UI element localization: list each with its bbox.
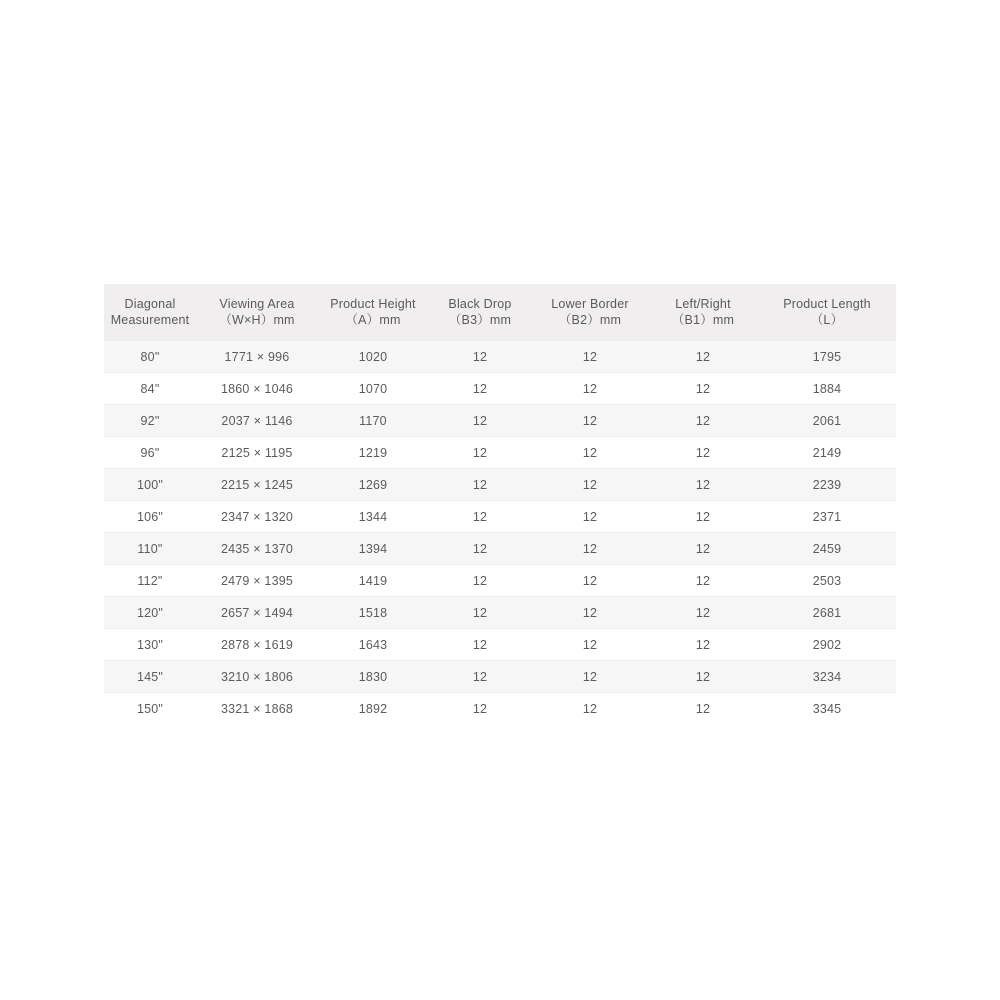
cell-left-right: 12: [648, 661, 758, 693]
header-row: [104, 284, 896, 341]
column-header-product-length: [758, 284, 896, 341]
table-row: [104, 437, 896, 469]
table-row: [104, 533, 896, 565]
cell-left-right: 12: [648, 405, 758, 437]
cell-product-length: 2459: [758, 533, 896, 565]
cell-black-drop: 12: [428, 533, 532, 565]
cell-product-height: 1219: [318, 437, 428, 469]
cell-diagonal-measurement: 112": [104, 565, 196, 597]
spec-table-container: [104, 284, 896, 724]
cell-diagonal-measurement: 110": [104, 533, 196, 565]
table-row: [104, 693, 896, 725]
column-header-line1: Left/Right: [675, 297, 731, 311]
cell-product-length: 2149: [758, 437, 896, 469]
cell-lower-border: 12: [532, 597, 648, 629]
cell-lower-border: 12: [532, 437, 648, 469]
cell-product-length: 2371: [758, 501, 896, 533]
cell-diagonal-measurement: 96": [104, 437, 196, 469]
cell-viewing-area: 2125 × 1195: [196, 437, 318, 469]
cell-diagonal-measurement: 145": [104, 661, 196, 693]
cell-viewing-area: 3210 × 1806: [196, 661, 318, 693]
cell-left-right: 12: [648, 373, 758, 405]
cell-product-length: 3345: [758, 693, 896, 725]
cell-product-height: 1070: [318, 373, 428, 405]
cell-lower-border: 12: [532, 373, 648, 405]
cell-left-right: 12: [648, 437, 758, 469]
cell-left-right: 12: [648, 341, 758, 373]
cell-left-right: 12: [648, 597, 758, 629]
column-header-product-height: [318, 284, 428, 341]
column-header-diagonal-measurement: [104, 284, 196, 341]
table-row: [104, 373, 896, 405]
cell-diagonal-measurement: 106": [104, 501, 196, 533]
column-header-line2: （A）mm: [345, 313, 401, 327]
cell-product-height: 1170: [318, 405, 428, 437]
cell-lower-border: 12: [532, 405, 648, 437]
table-row: [104, 661, 896, 693]
cell-left-right: 12: [648, 693, 758, 725]
cell-black-drop: 12: [428, 373, 532, 405]
cell-viewing-area: 1771 × 996: [196, 341, 318, 373]
table-row: [104, 597, 896, 629]
column-header-line1: Product Height: [330, 297, 416, 311]
cell-diagonal-measurement: 120": [104, 597, 196, 629]
column-header-line2: Measurement: [110, 313, 190, 327]
cell-product-length: 3234: [758, 661, 896, 693]
cell-lower-border: 12: [532, 629, 648, 661]
table-row: [104, 565, 896, 597]
cell-product-length: 2061: [758, 405, 896, 437]
cell-lower-border: 12: [532, 565, 648, 597]
table-row: [104, 469, 896, 501]
cell-lower-border: 12: [532, 693, 648, 725]
cell-black-drop: 12: [428, 565, 532, 597]
cell-left-right: 12: [648, 533, 758, 565]
cell-diagonal-measurement: 130": [104, 629, 196, 661]
cell-black-drop: 12: [428, 469, 532, 501]
cell-product-length: 2239: [758, 469, 896, 501]
specification-table: [104, 284, 896, 724]
cell-lower-border: 12: [532, 501, 648, 533]
cell-product-length: 2681: [758, 597, 896, 629]
cell-product-height: 1344: [318, 501, 428, 533]
table-row: [104, 629, 896, 661]
cell-diagonal-measurement: 92": [104, 405, 196, 437]
column-header-line1: Lower Border: [551, 297, 629, 311]
table-row: [104, 405, 896, 437]
column-header-line2: （B1）mm: [671, 313, 735, 327]
cell-black-drop: 12: [428, 629, 532, 661]
cell-diagonal-measurement: 100": [104, 469, 196, 501]
cell-lower-border: 12: [532, 533, 648, 565]
cell-black-drop: 12: [428, 405, 532, 437]
table-row: [104, 341, 896, 373]
cell-product-height: 1518: [318, 597, 428, 629]
column-header-line1: Black Drop: [448, 297, 512, 311]
cell-viewing-area: 1860 × 1046: [196, 373, 318, 405]
cell-diagonal-measurement: 80": [104, 341, 196, 373]
column-header-lower-border: [532, 284, 648, 341]
cell-lower-border: 12: [532, 469, 648, 501]
cell-viewing-area: 2435 × 1370: [196, 533, 318, 565]
cell-left-right: 12: [648, 565, 758, 597]
cell-product-height: 1020: [318, 341, 428, 373]
cell-product-height: 1269: [318, 469, 428, 501]
cell-product-length: 2902: [758, 629, 896, 661]
table-body: [104, 341, 896, 724]
cell-diagonal-measurement: 150": [104, 693, 196, 725]
cell-black-drop: 12: [428, 661, 532, 693]
cell-left-right: 12: [648, 629, 758, 661]
cell-viewing-area: 2657 × 1494: [196, 597, 318, 629]
cell-viewing-area: 2479 × 1395: [196, 565, 318, 597]
cell-black-drop: 12: [428, 341, 532, 373]
cell-lower-border: 12: [532, 341, 648, 373]
column-header-line2: （B2）mm: [558, 313, 622, 327]
cell-product-height: 1419: [318, 565, 428, 597]
column-header-line2: （L）: [810, 313, 844, 327]
column-header-line2: （B3）mm: [448, 313, 512, 327]
column-header-left-right: [648, 284, 758, 341]
column-header-black-drop: [428, 284, 532, 341]
cell-product-length: 2503: [758, 565, 896, 597]
cell-product-length: 1884: [758, 373, 896, 405]
cell-viewing-area: 2347 × 1320: [196, 501, 318, 533]
column-header-line1: Diagonal: [124, 297, 176, 311]
cell-product-height: 1643: [318, 629, 428, 661]
cell-black-drop: 12: [428, 501, 532, 533]
column-header-viewing-area: [196, 284, 318, 341]
cell-viewing-area: 3321 × 1868: [196, 693, 318, 725]
cell-diagonal-measurement: 84": [104, 373, 196, 405]
cell-left-right: 12: [648, 469, 758, 501]
table-row: [104, 501, 896, 533]
cell-viewing-area: 2037 × 1146: [196, 405, 318, 437]
cell-product-length: 1795: [758, 341, 896, 373]
table-header: [104, 284, 896, 341]
cell-product-height: 1394: [318, 533, 428, 565]
cell-left-right: 12: [648, 501, 758, 533]
column-header-line2: （W×H）mm: [219, 313, 295, 327]
cell-black-drop: 12: [428, 437, 532, 469]
cell-product-height: 1892: [318, 693, 428, 725]
cell-lower-border: 12: [532, 661, 648, 693]
cell-black-drop: 12: [428, 597, 532, 629]
column-header-line1: Product Length: [783, 297, 871, 311]
column-header-line1: Viewing Area: [219, 297, 295, 311]
cell-black-drop: 12: [428, 693, 532, 725]
cell-viewing-area: 2878 × 1619: [196, 629, 318, 661]
cell-product-height: 1830: [318, 661, 428, 693]
cell-viewing-area: 2215 × 1245: [196, 469, 318, 501]
